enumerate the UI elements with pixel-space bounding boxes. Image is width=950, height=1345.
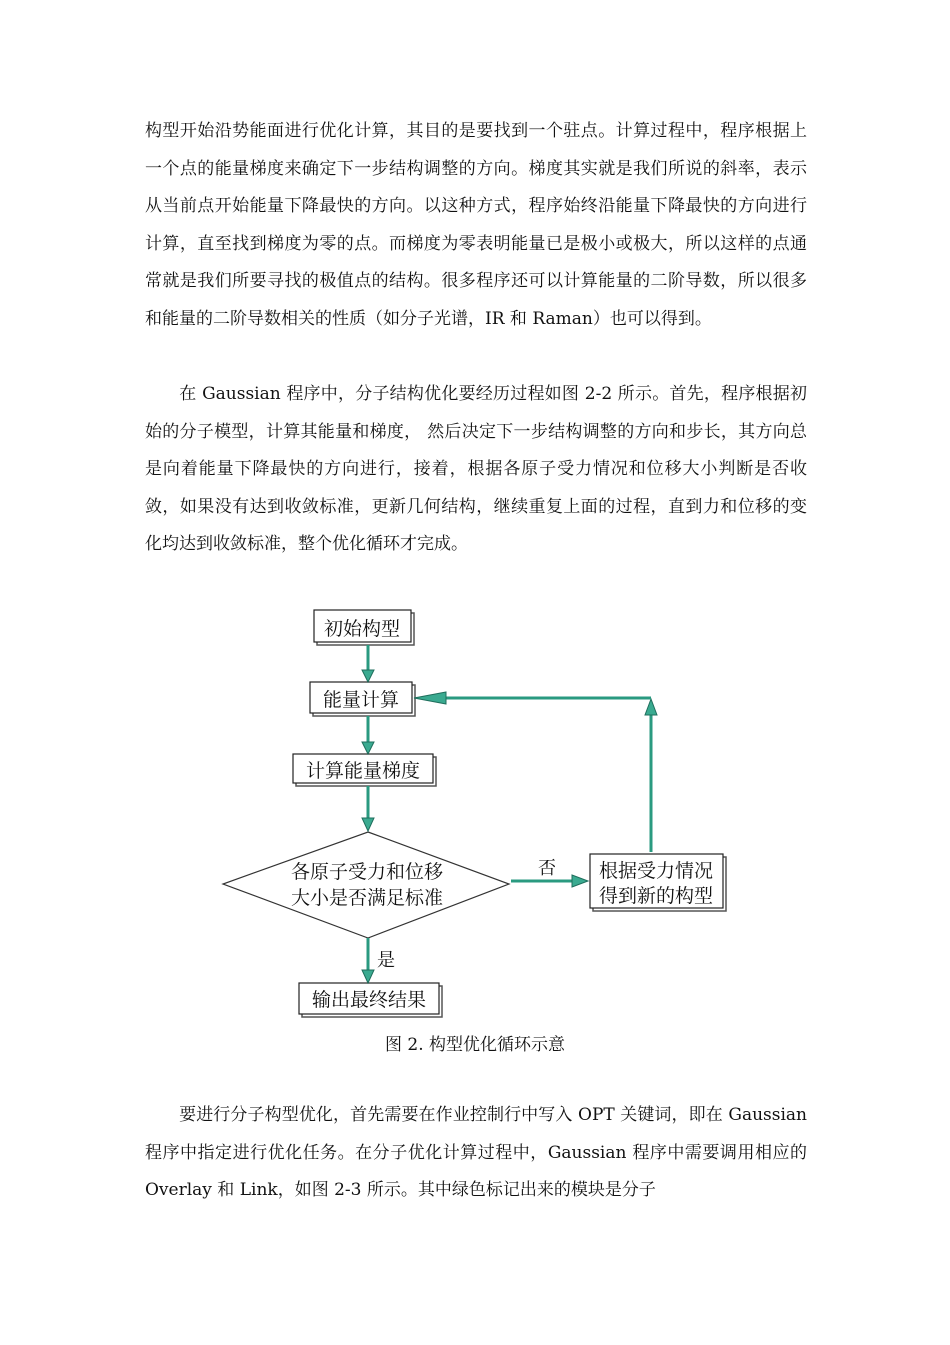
box-energy-calculation-label: 能量计算: [322, 689, 400, 711]
decision-label-line2: 大小是否满足标准: [290, 887, 444, 909]
arrow-energy-to-gradient: [362, 716, 374, 754]
decision-convergence: [223, 832, 509, 938]
edge-label-no: 否: [538, 858, 556, 879]
body-paragraph-1: 构型开始沿势能面进行优化计算，其目的是要找到一个驻点。计算过程中，程序根据上一个点的能量梯度来确定下一步结构调整的方向。梯度其实就是我们所说的斜率，表示从当前点开始能量下降最快的方向。以这种方式，程序始终沿能量下降最快的方向进行计算，直至找到梯度为零的点。而梯度为零表明能量已是极小或极大，所以这样的点通常就是我们所要寻找的极值点的结构。很多程序还可以计算能量的二阶导数，所以很多和能量的二阶导数相关的性质（如分子光谱，IR 和 Raman）也可以得到。: [145, 121, 807, 329]
box-output-result-label: 输出最终结果: [311, 989, 427, 1011]
body-paragraph-3: [145, 1097, 807, 1210]
edge-label-yes: 是: [377, 950, 395, 971]
body-paragraph-2: [145, 376, 807, 564]
arrow-decision-to-output: [362, 938, 374, 983]
figure-caption: 图 2. 构型优化循环示意: [384, 1035, 566, 1055]
box-energy-gradient: [293, 754, 436, 786]
box-initial-structure-label: 初始构型: [323, 618, 401, 640]
body-paragraph-3-text: 要进行分子构型优化，首先需要在作业控制行中写入 OPT 关键词，即在 Gaussian 程序中指定进行优化任务。在分子优化计算过程中，Gaussian 程序中需要调用相应的 Overlay 和 Link，如图 2-3 所示。其中绿色标记出来的模块是分子: [145, 1105, 807, 1201]
decision-label-line1: 各原子受力和位移: [290, 861, 444, 883]
box-new-structure-line2: 得到新的构型: [598, 885, 714, 907]
box-energy-calculation: [310, 682, 415, 716]
arrow-initial-to-energy: [362, 645, 374, 682]
box-output-result: [299, 983, 442, 1017]
body-paragraph-2-text: 在 Gaussian 程序中，分子结构优化要经历过程如图 2-2 所示。首先，程序根据初始的分子模型，计算其能量和梯度， 然后决定下一步结构调整的方向和步长，其方向总是向着能量下降最快的方向进行，接着，根据各原子受力情况和位移大小判断是否收敛，如果没有达到收敛标准，更新几何结构，继续重复上面的过程，直到力和位移的变化均达到收敛标准，整个优化循环才完成。: [145, 384, 807, 555]
arrow-gradient-to-decision: [362, 786, 374, 831]
box-new-structure-line1: 根据受力情况: [598, 860, 714, 882]
box-initial-structure: [314, 610, 414, 645]
box-new-structure: [590, 854, 726, 911]
box-energy-gradient-label: 计算能量梯度: [305, 760, 421, 782]
arrow-loop-back-to-energy: [414, 692, 657, 852]
